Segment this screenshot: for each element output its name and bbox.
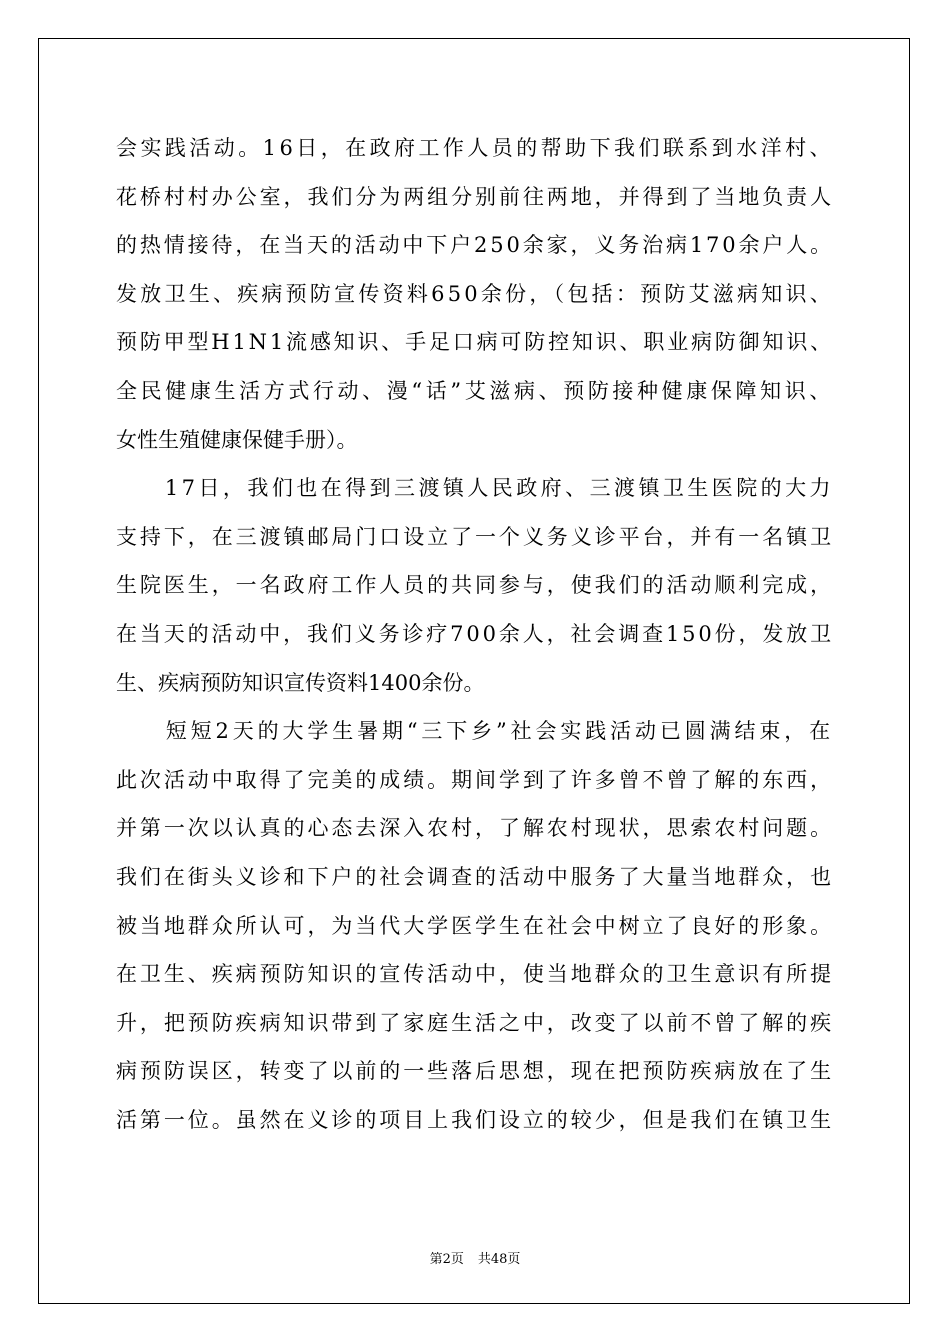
text-line: 被当地群众所认可，为当代大学医学生在社会中树立了良好的形象。 <box>116 913 834 938</box>
text-line: 17日，我们也在得到三渡镇人民政府、三渡镇卫生医院的大力 <box>116 476 834 501</box>
text-line: 发放卫生、疾病预防宣传资料650余份，（包括：预防艾滋病知识、 <box>116 281 834 306</box>
page-number: 第2页 <box>429 1252 464 1267</box>
text-line: 花桥村村办公室，我们分为两组分别前往两地，并得到了当地负责人 <box>116 184 834 209</box>
text-line: 生院医生，一名政府工作人员的共同参与，使我们的活动顺利完成， <box>116 573 834 598</box>
text-line: 女性生殖健康保健手册）。 <box>116 427 358 452</box>
text-line: 在卫生、疾病预防知识的宣传活动中，使当地群众的卫生意识有所提 <box>116 962 834 987</box>
text-line: 全民健康生活方式行动、漫“话”艾滋病、预防接种健康保障知识、 <box>116 378 834 403</box>
text-line: 支持下，在三渡镇邮局门口设立了一个义务义诊平台，并有一名镇卫 <box>116 524 834 549</box>
text-line: 预防甲型H1N1流感知识、手足口病可防控知识、职业病防御知识、 <box>116 330 834 355</box>
document-body <box>116 124 834 1144</box>
text-line: 病预防误区，转变了以前的一些落后思想，现在把预防疾病放在了生 <box>116 1059 834 1084</box>
text-line: 升，把预防疾病知识带到了家庭生活之中，改变了以前不曾了解的疾 <box>116 1010 834 1035</box>
text-line: 生、疾病预防知识宣传资料1400余份。 <box>116 670 485 695</box>
text-line: 短短2天的大学生暑期“三下乡”社会实践活动已圆满结束，在 <box>116 719 834 744</box>
total-pages: 共48页 <box>477 1252 521 1267</box>
page-footer <box>0 1248 950 1267</box>
text-line: 并第一次以认真的心态去深入农村，了解农村现状，思索农村问题。 <box>116 816 834 841</box>
text-line: 在当天的活动中，我们义务诊疗700余人，社会调查150份，发放卫 <box>116 621 834 646</box>
text-line: 会实践活动。16日，在政府工作人员的帮助下我们联系到水洋村、 <box>116 136 834 160</box>
text-line: 此次活动中取得了完美的成绩。期间学到了许多曾不曾了解的东西， <box>116 767 834 792</box>
text-line: 的热情接待，在当天的活动中下户250余家，义务治病170余户人。 <box>116 233 834 258</box>
text-line: 我们在街头义诊和下户的社会调查的活动中服务了大量当地群众，也 <box>116 864 834 889</box>
text-line: 活第一位。虽然在义诊的项目上我们设立的较少，但是我们在镇卫生 <box>116 1107 834 1132</box>
